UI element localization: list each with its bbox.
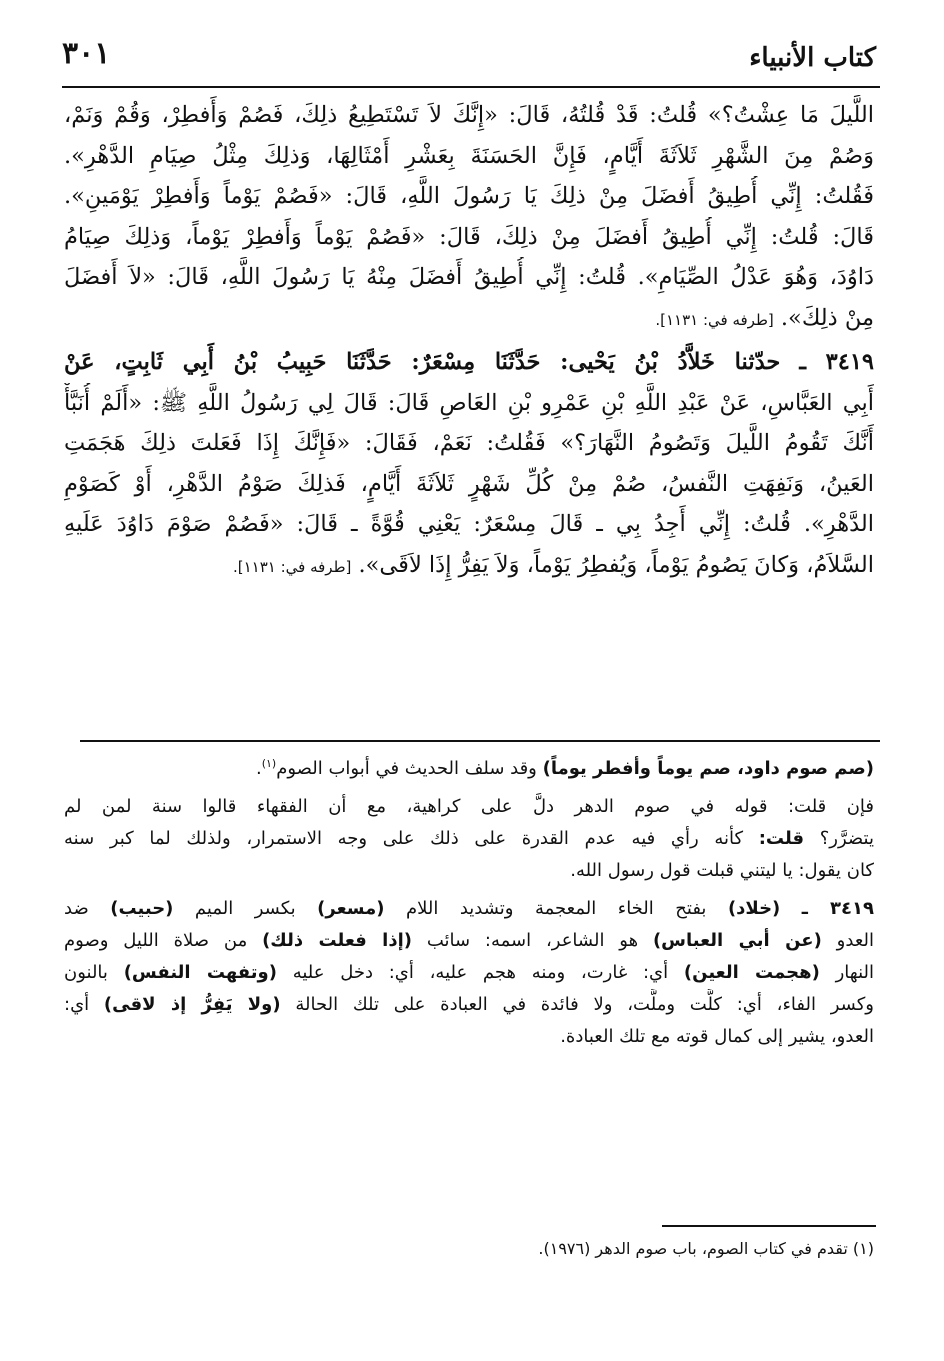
text-line: ٣٤١٩ ـ حدّثنا خَلاَّدُ بْنُ يَحْيى: حَدَّثَنَا مِسْعَرٌ: حَدَّثَنَا حَبِيبُ بْنُ أَبِي ثَابِتٍ، عَنْ	[64, 349, 874, 375]
text-line: العَينُ، وَنَفِهَتِ النَّفسُ، صُمْ مِنْ كُلِّ شَهْرٍ ثَلاَثَةَ أَيَّامٍ، فَذلِكَ صَوْمُ الدَّهْرِ، أَوْ كَصَوْمِ	[64, 470, 874, 497]
commentary-line: ٣٤١٩ ـ (خلاد) بفتح الخاء المعجمة وتشديد اللام (مسعر) بكسر الميم (حبيب) ضد	[64, 898, 874, 919]
text-line: السَّلاَمُ، وَكانَ يَصُومُ يَوْماً، وَيُفطِرُ يَوْماً، وَلاَ يَفِرُّ إِذَا لاَقَى». [طرفه في: ١١٣١].	[232, 551, 874, 578]
commentary-line: (صم صوم داود، صم يوماً وأفطر يوماً) وقد سلف الحديث في أبواب الصوم$^{(١)}$.	[255, 757, 874, 779]
text-line: أَبِي العَبَّاسِ، عَنْ عَبْدِ اللَّهِ بْنِ عَمْرِو بْنِ العَاصِ قَالَ: قَالَ لِي رَسُولُ اللَّهِ ﷺ: «أَلَمْ أُنَبَّأْ	[64, 389, 874, 416]
text-line: أَنَّكَ تَقُومُ اللَّيلَ وَتَصُومُ النَّهَارَ؟» فَقُلتُ: نَعَمْ، فَقَالَ: «فَإِنَّكَ إِذَا فَعَلتَ ذلِكَ هَجَمَتِ	[64, 430, 874, 456]
cross-reference: [طرفه في: ١١٣١].	[232, 557, 352, 576]
text-line: مِنْ ذلِكَ». [طرفه في: ١١٣١].	[655, 304, 874, 331]
commentary-line: وكسر الفاء، أي: كلَّت وملَّت، ولا فائدة في العبادة على تلك الحالة (ولا يَفِرُّ إذ لاقى) أي:	[64, 994, 874, 1015]
cross-reference: [طرفه في: ١١٣١].	[655, 310, 774, 329]
commentary-line: العدو (عن أبي العباس) هو الشاعر، اسمه: سائب (إذا فعلت ذلك) من صلاة الليل وصوم	[64, 930, 874, 951]
commentary-block	[64, 753, 874, 1053]
commentary-line: يتضرَّر؟ قلت: كأنه رأي فيه عدم القدرة على ذلك على وجه الاستمرار، ولذلك لما كبر سنه	[64, 828, 874, 849]
text-line: قَالَ: قُلتُ: إِنِّي أُطِيقُ أَفضَلَ مِنْ ذلِكَ، قَالَ: «فَصُمْ يَوْماً وَأَفطِرْ يَوْماً، وَذلِكَ صِيَامُ	[64, 223, 874, 250]
footnote-marker: (١)	[261, 757, 277, 770]
text-line: اللَّيلَ مَا عِشْتُ؟» قُلتُ: قَدْ قُلتُهُ، قَالَ: «إِنَّكَ لاَ تَسْتَطِيعُ ذلِكَ، فَصُمْ وَأَفطِرْ، وَقُمْ وَنَمْ،	[64, 102, 874, 128]
running-header-title: كتاب الأنبياء	[749, 43, 876, 73]
text-line: دَاوُدَ، وَهُوَ عَدْلُ الصِّيَامِ». قُلتُ: إِنِّي أُطِيقُ أَفضَلَ مِنْهُ يَا رَسُولَ اللَّهِ، قَالَ: «لاَ أَفضَلَ	[64, 264, 874, 290]
hadith-text-block	[64, 95, 874, 585]
page-number: ٣٠١	[62, 36, 111, 71]
commentary-line: فإن قلت: قوله في صوم الدهر دلَّ على كراهية، مع أن الفقهاء قالوا سنة لمن لم	[64, 796, 874, 817]
hadith-number: ٣٤١٩ ـ	[799, 349, 874, 375]
footnote-separator	[662, 1225, 876, 1227]
footnote: (١) تقدم في كتاب الصوم، باب صوم الدهر (١٩٧٦).	[538, 1239, 874, 1258]
text-line: وَصُمْ مِنَ الشَّهْرِ ثَلاَثَةَ أَيَّامٍ، فَإِنَّ الحَسَنَةَ بِعَشْرِ أَمْثَالِهَا، وَذلِكَ مِثْلُ صِيَامِ الدَّهْرِ».	[64, 142, 874, 169]
commentary-line: النهار (هجمت العين) أي: غارت، ومنه هجم عليه، أي: دخل عليه (وتفهت النفس) بالنون	[64, 962, 874, 983]
commentary-line: كان يقول: يا ليتني قبلت قول رسول الله.	[570, 860, 874, 881]
text-line: فَقُلتُ: إِنِّي أُطِيقُ أَفضَلَ مِنْ ذلِكَ يَا رَسُولَ اللَّهِ، قَالَ: «فَصُمْ يَوْماً وَأَفطِرْ يَوْمَينِ».	[64, 183, 874, 209]
header-rule	[62, 86, 880, 88]
commentary-line: العدو، يشير إلى كمال قوته مع تلك العبادة.	[560, 1026, 874, 1047]
text-line: الدَّهْرِ». قُلتُ: إِنِّي أَجِدُ بِي ـ قَالَ مِسْعَرٌ: يَعْنِي قُوَّةً ـ قَالَ: «فَصُمْ صَوْمَ دَاوُدَ عَلَيهِ	[64, 511, 874, 537]
section-separator	[80, 740, 880, 742]
